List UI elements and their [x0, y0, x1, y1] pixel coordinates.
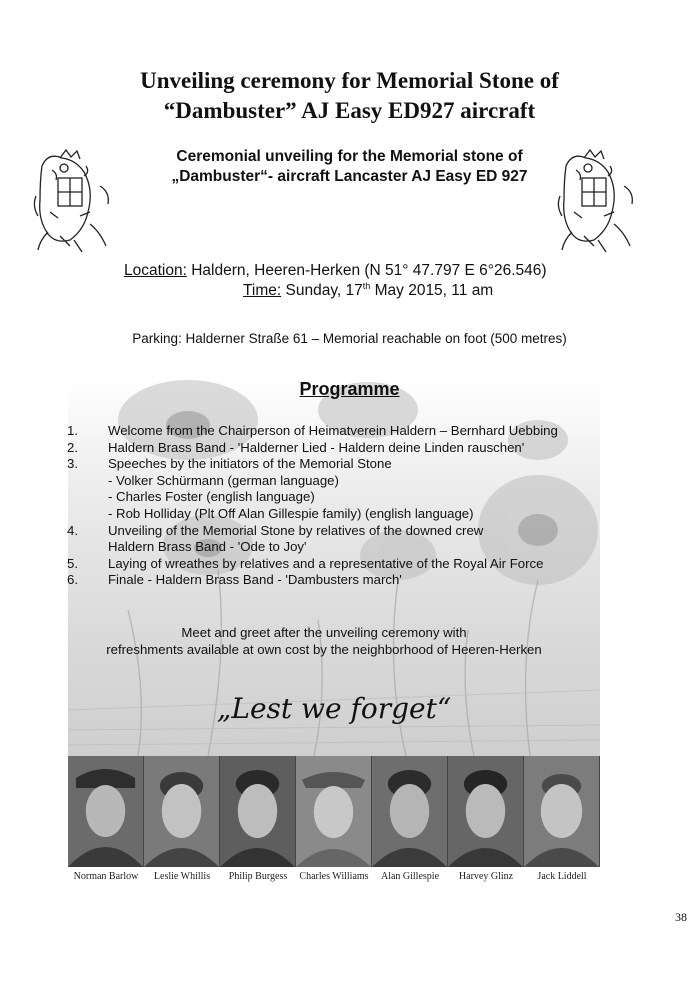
title-line-1: Unveiling ceremony for Memorial Stone of — [140, 68, 559, 93]
time-label: Time: — [243, 282, 282, 299]
crew-name: Leslie Whillis — [153, 871, 211, 882]
meet-and-greet-note: Meet and greet after the unveiling ceremony with refreshments available at own cost by the neighborhood of Heeren-Herken — [106, 625, 542, 657]
crew-portrait — [296, 756, 372, 867]
crew-portrait — [220, 756, 296, 867]
crew-name: Charles Williams — [299, 871, 369, 882]
programme-item: 5. Laying of wreathes by relatives and a representative of the Royal Air Force — [67, 555, 544, 571]
programme-item: - Volker Schürmann (german language) — [108, 472, 339, 488]
programme-item: Haldern Brass Band - 'Ode to Joy' — [108, 539, 307, 555]
programme-item: - Rob Holliday (Plt Off Alan Gillespie family) (english language) — [108, 505, 474, 521]
crew-names — [68, 871, 600, 882]
subtitle-line-2: „Dambuster“- aircraft Lancaster AJ Easy ED 927 — [171, 168, 528, 185]
location-value: Haldern, Heeren-Herken (N 51° 47.797 E 6°26.546) — [191, 262, 547, 279]
crew-name: Norman Barlow — [73, 871, 139, 882]
crew-portrait — [144, 756, 220, 867]
crew-name: Jack Liddell — [537, 871, 587, 882]
crew-name: Harvey Glinz — [458, 871, 514, 882]
crew-name: Philip Burgess — [228, 871, 288, 882]
programme-item: 3. Speeches by the initiators of the Memorial Stone — [67, 456, 392, 472]
crew-portraits — [68, 756, 600, 867]
lest-we-forget-motto: „Lest we forget“ — [216, 692, 452, 725]
programme-item: 6. Finale - Haldern Brass Band - 'Dambusters march' — [67, 572, 402, 588]
parking-info: Parking: Halderner Straße 61 – Memorial reachable on foot (500 metres) — [132, 331, 567, 346]
crew-name: Alan Gillespie — [380, 871, 440, 882]
programme-list — [67, 423, 627, 589]
programme-item: 2. Haldern Brass Band - 'Halderner Lied - Haldern deine Linden rauschen' — [67, 439, 525, 455]
crew-portrait — [68, 756, 144, 867]
programme-heading: Programme — [299, 379, 400, 399]
programme-item: 4. Unveiling of the Memorial Stone by relatives of the downed crew — [67, 522, 484, 538]
time-line — [243, 281, 493, 301]
time-value: Sunday, 17th May 2015, 11 am — [285, 280, 494, 299]
page-number: 38 — [675, 910, 687, 924]
programme-item: 1. Welcome from the Chairperson of Heimatverein Haldern – Bernhard Uebbing — [67, 423, 558, 438]
location-line — [124, 261, 547, 281]
programme-item: - Charles Foster (english language) — [108, 489, 315, 505]
document-title — [0, 66, 699, 126]
crew-portrait — [448, 756, 524, 867]
crew-portrait — [524, 756, 600, 867]
subtitle-line-1: Ceremonial unveiling for the Memorial stone of — [176, 148, 523, 165]
document-subtitle — [0, 147, 699, 187]
location-label: Location: — [124, 262, 187, 279]
title-line-2: “Dambuster” AJ Easy ED927 aircraft — [163, 98, 536, 123]
crew-portrait — [372, 756, 448, 867]
